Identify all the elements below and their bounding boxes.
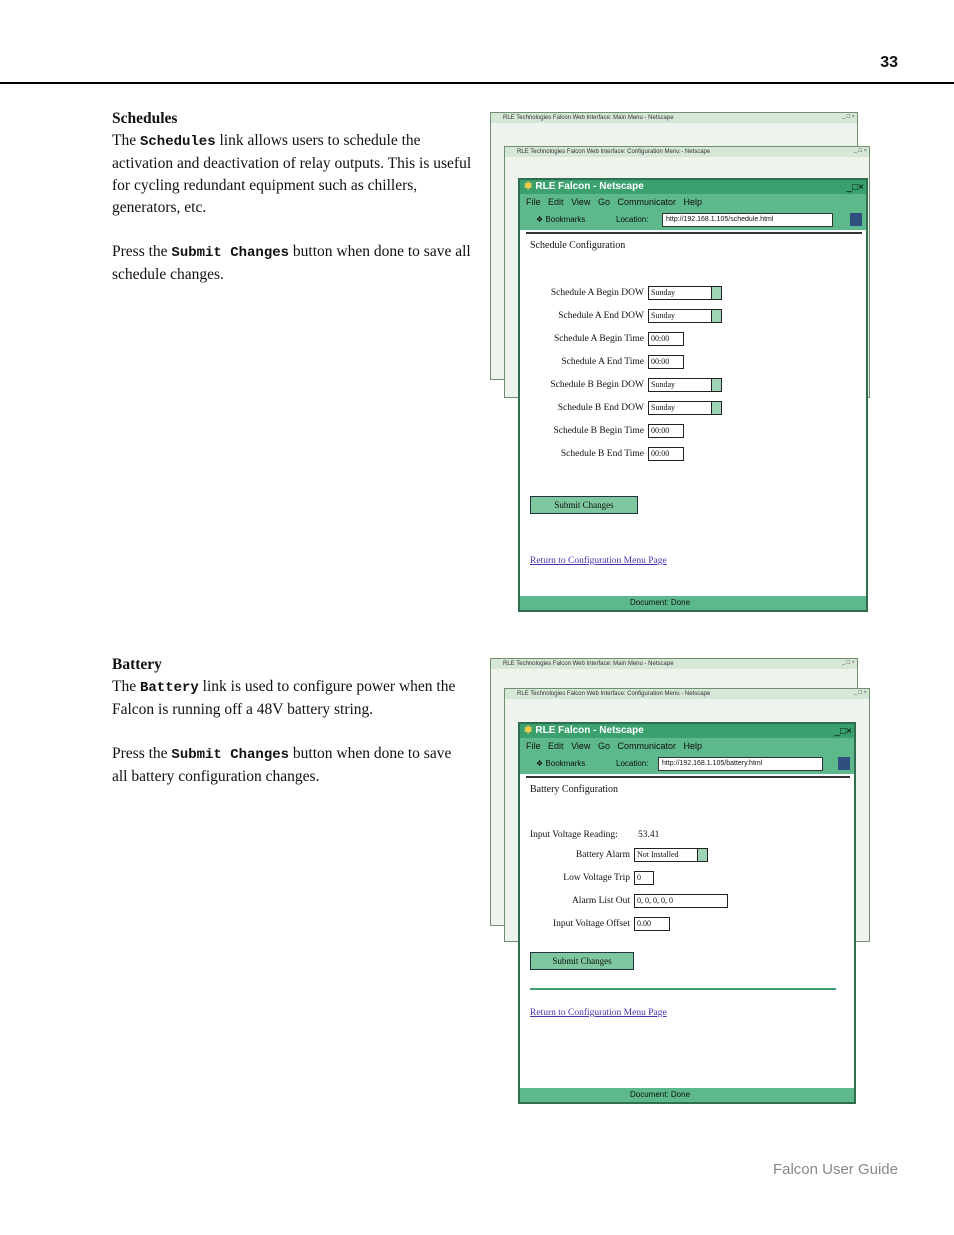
text-field[interactable]: 00:00 (648, 424, 684, 438)
front-window (518, 178, 868, 612)
header-rule (0, 82, 954, 84)
window-title: RLE Technologies Falcon Web Interface: Main Menu - Netscape (491, 659, 857, 669)
front-window (518, 722, 856, 1104)
title-text: RLE Falcon - Netscape (535, 181, 644, 192)
front-window-title (520, 180, 866, 194)
location-label: Location: (616, 215, 649, 224)
menu-bar (491, 123, 857, 133)
form-row (526, 848, 754, 862)
netscape-star-icon: ✱ (524, 725, 533, 736)
schedules-section (112, 108, 472, 308)
battery-heading: Battery (112, 656, 162, 673)
text-run: Press the (112, 243, 172, 260)
select-field[interactable]: Sunday (648, 309, 722, 323)
status-bar (520, 596, 866, 610)
form-row (526, 332, 768, 346)
text-run: button when done to save all schedule changes. (112, 243, 471, 283)
netscape-logo-icon (850, 213, 862, 226)
schedules-code: Schedules (139, 134, 216, 150)
text-run: button when done to save all battery configuration changes. (112, 745, 452, 785)
location-input[interactable]: http://192.168.1.105/schedule.html (662, 213, 833, 227)
menu-go[interactable]: Go (597, 197, 610, 207)
submit-changes-code: Submit Changes (171, 245, 290, 261)
location-toolbar (520, 754, 854, 774)
select-field[interactable]: Sunday (648, 401, 722, 415)
netscape-star-icon: ✱ (524, 181, 533, 192)
bookmarks-label: Bookmarks (545, 215, 586, 224)
return-to-config-link[interactable]: Return to Configuration Menu Page (530, 1008, 667, 1018)
return-to-config-link[interactable]: Return to Configuration Menu Page (530, 556, 667, 566)
dropdown-arrow-icon[interactable] (711, 310, 721, 322)
text-field[interactable]: 0 (634, 871, 654, 885)
status-bar (520, 1088, 854, 1102)
window-controls[interactable]: _ □ × (841, 660, 855, 666)
field-label: Schedule B Begin DOW (550, 380, 644, 390)
select-field[interactable]: Sunday (648, 286, 722, 300)
menu-view[interactable]: View (571, 197, 591, 207)
dropdown-arrow-icon[interactable] (711, 402, 721, 414)
front-window-title (520, 724, 854, 738)
status-text: Document: Done (630, 1090, 691, 1099)
menu-help[interactable]: Help (683, 197, 703, 207)
battery-paragraph-2 (112, 743, 468, 788)
voltage-reading-label: Input Voltage Reading: (530, 830, 618, 840)
schedules-paragraph-1 (112, 130, 472, 219)
field-label: Schedule B End DOW (557, 403, 644, 413)
field-label: Input Voltage Offset (552, 919, 630, 929)
dropdown-arrow-icon[interactable] (697, 849, 707, 861)
menu-bar (520, 194, 866, 210)
field-label: Schedule A End Time (561, 357, 644, 367)
form-row (526, 424, 768, 438)
submit-changes-button[interactable]: Submit Changes (530, 952, 634, 970)
menu-edit[interactable]: Edit (548, 197, 564, 207)
form-row (526, 309, 768, 323)
form-row (526, 917, 754, 931)
window-controls[interactable]: _ □ × (841, 114, 855, 120)
form-row (526, 378, 768, 392)
battery-paragraph-1 (112, 676, 468, 721)
title-text: RLE Falcon - Netscape (535, 725, 644, 736)
page-number: 33 (880, 54, 898, 71)
window-controls[interactable]: _□× (834, 726, 852, 737)
text-run: link allows users to schedule the activation and deactivation of relay outputs. This is useful for cycling redundant equipment such as chillers, generators, etc. (112, 132, 472, 216)
text-field[interactable]: 0.00 (634, 917, 670, 931)
field-label: Schedule A End DOW (558, 311, 644, 321)
footer-guide-title: Falcon User Guide (772, 1161, 898, 1178)
window-title: RLE Technologies Falcon Web Interface: Main Menu - Netscape (491, 113, 857, 123)
text-field[interactable]: 00:00 (648, 332, 684, 346)
divider (530, 988, 836, 990)
bookmark-icon: ❖ (536, 759, 544, 768)
battery-code: Battery (139, 680, 199, 696)
menu-communicator[interactable]: Communicator (617, 741, 676, 751)
menu-help[interactable]: Help (683, 741, 703, 751)
voltage-reading-row (526, 828, 826, 842)
config-title: Schedule Configuration (530, 240, 626, 251)
menu-communicator[interactable]: Communicator (617, 197, 676, 207)
page-content (526, 232, 862, 594)
status-text: Document: Done (630, 598, 691, 607)
bookmarks-label: Bookmarks (545, 759, 586, 768)
form-row (526, 401, 768, 415)
text-field[interactable]: 00:00 (648, 355, 684, 369)
form-row (526, 871, 754, 885)
bookmark-icon: ❖ (536, 215, 544, 224)
window-title: RLE Technologies Falcon Web Interface: Configuration Menu - Netscape (505, 147, 869, 157)
text-run: Press the (112, 745, 172, 762)
menu-bar (520, 738, 854, 754)
netscape-logo-icon (838, 757, 850, 770)
menu-view[interactable]: View (571, 741, 591, 751)
window-controls[interactable]: _ □ × (853, 690, 867, 696)
text-run: The (112, 132, 140, 149)
schedules-paragraph-2 (112, 241, 472, 286)
field-label: Schedule A Begin Time (554, 334, 644, 344)
text-run: link is used to configure power when the Falcon is running off a 48V battery string. (112, 678, 456, 718)
text-field[interactable]: 0, 0, 0, 0, 0 (634, 894, 728, 908)
window-title: RLE Technologies Falcon Web Interface: Configuration Menu - Netscape (505, 689, 869, 699)
dropdown-arrow-icon[interactable] (711, 379, 721, 391)
page-content (526, 776, 850, 1086)
form-row (526, 355, 768, 369)
field-label: Low Voltage Trip (563, 873, 630, 883)
menu-edit[interactable]: Edit (548, 741, 564, 751)
submit-changes-code: Submit Changes (171, 747, 290, 763)
battery-section (112, 654, 468, 810)
menu-file[interactable]: File (526, 197, 541, 207)
schedules-screenshot (490, 112, 870, 612)
menu-file[interactable]: File (526, 741, 541, 751)
text-field[interactable]: 00:00 (648, 447, 684, 461)
voltage-reading-value: 53.41 (638, 830, 660, 840)
select-field[interactable]: Sunday (648, 378, 722, 392)
form-row (526, 286, 768, 300)
dropdown-arrow-icon[interactable] (711, 287, 721, 299)
config-title: Battery Configuration (530, 784, 619, 795)
location-input[interactable]: http://192.168.1.105/battery.html (658, 757, 823, 771)
select-field[interactable]: Not Installed (634, 848, 708, 862)
field-label: Schedule B Begin Time (553, 426, 644, 436)
bookmarks-button[interactable] (536, 754, 585, 774)
menu-go[interactable]: Go (597, 741, 610, 751)
location-toolbar (520, 210, 866, 230)
field-label: Schedule B End Time (560, 449, 644, 459)
bookmarks-button[interactable] (536, 210, 585, 230)
field-label: Alarm List Out (571, 896, 630, 906)
field-label: Schedule A Begin DOW (550, 288, 644, 298)
submit-changes-button[interactable]: Submit Changes (530, 496, 638, 514)
text-run: The (112, 678, 140, 695)
window-controls[interactable]: _ □ × (853, 148, 867, 154)
battery-screenshot (490, 658, 870, 1102)
form-row (526, 894, 754, 908)
schedules-heading: Schedules (112, 110, 178, 127)
location-label: Location: (616, 759, 649, 768)
window-controls[interactable]: _□× (846, 182, 864, 193)
field-label: Battery Alarm (575, 850, 630, 860)
form-row (526, 447, 768, 461)
